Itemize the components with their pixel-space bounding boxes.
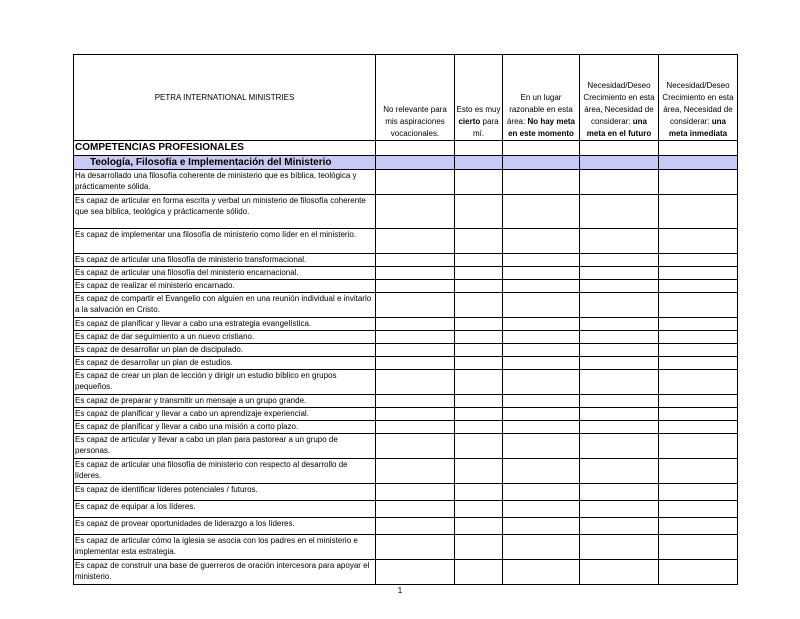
cell-very-true[interactable] [455, 535, 503, 560]
table-row [74, 331, 738, 344]
table-row [74, 434, 738, 459]
cell-no-goal[interactable] [503, 357, 580, 370]
competency-text: Es capaz de realizar el ministerio encarnado. [74, 280, 376, 293]
cell-future-goal[interactable] [580, 518, 659, 535]
cell-no-goal[interactable] [503, 170, 580, 195]
cell-not-relevant[interactable] [376, 484, 455, 501]
header-col-not-relevant: No relevante para mis aspiraciones vocacionales. [376, 55, 455, 141]
table-row [74, 344, 738, 357]
cell-very-true[interactable] [455, 331, 503, 344]
section-row [74, 141, 738, 156]
cell-very-true[interactable] [455, 408, 503, 421]
cell-no-goal[interactable] [503, 267, 580, 280]
cell-future-goal[interactable] [580, 280, 659, 293]
cell-not-relevant[interactable] [376, 344, 455, 357]
cell-immediate-goal[interactable] [659, 267, 738, 280]
cell-future-goal[interactable] [580, 331, 659, 344]
cell-immediate-goal[interactable] [659, 408, 738, 421]
cell-very-true[interactable] [455, 344, 503, 357]
cell-very-true[interactable] [455, 195, 503, 229]
cell-no-goal[interactable] [503, 331, 580, 344]
cell-future-goal[interactable] [580, 434, 659, 459]
competency-text: Es capaz de provear oportunidades de liderazgo a los líderes. [74, 518, 376, 535]
cell-very-true[interactable] [455, 254, 503, 267]
cell-immediate-goal[interactable] [659, 229, 738, 254]
cell-future-goal[interactable] [580, 267, 659, 280]
competency-text: Es capaz de crear un plan de lección y dirigir un estudio bíblico en grupos pequeños. [74, 370, 376, 395]
competency-text: Es capaz de planificar y llevar a cabo una misión a corto plazo. [74, 421, 376, 434]
cell-very-true[interactable] [455, 501, 503, 518]
cell-future-goal[interactable] [580, 254, 659, 267]
cell-not-relevant[interactable] [376, 408, 455, 421]
cell-immediate-goal[interactable] [659, 535, 738, 560]
competency-text: Es capaz de articular una filosofía de ministerio con respecto al desarrollo de líderes. [74, 459, 376, 484]
cell-no-goal[interactable] [503, 535, 580, 560]
competency-rows [74, 170, 738, 585]
competency-text: Es capaz de preparar y transmitir un mensaje a un grupo grande. [74, 395, 376, 408]
cell-immediate-goal[interactable] [659, 357, 738, 370]
cell-no-goal[interactable] [503, 484, 580, 501]
cell-immediate-goal[interactable] [659, 395, 738, 408]
table-row [74, 560, 738, 585]
cell-very-true[interactable] [455, 357, 503, 370]
table-row [74, 254, 738, 267]
table-row [74, 280, 738, 293]
cell-immediate-goal[interactable] [659, 518, 738, 535]
cell-very-true[interactable] [455, 267, 503, 280]
table-row [74, 484, 738, 501]
table-row [74, 318, 738, 331]
cell-future-goal[interactable] [580, 501, 659, 518]
cell-immediate-goal[interactable] [659, 459, 738, 484]
cell-no-goal[interactable] [503, 280, 580, 293]
competency-text: Es capaz de equipar a los líderes. [74, 501, 376, 518]
cell-immediate-goal[interactable] [659, 331, 738, 344]
cell-very-true[interactable] [455, 484, 503, 501]
cell-immediate-goal[interactable] [659, 318, 738, 331]
cell-no-goal[interactable] [503, 518, 580, 535]
cell-no-goal[interactable] [503, 434, 580, 459]
cell-no-goal[interactable] [503, 395, 580, 408]
competency-text: Es capaz de dar seguimiento a un nuevo cristiano. [74, 331, 376, 344]
competency-text: Es capaz de articular cómo la iglesia se asocia con los padres en el ministerio e implementar esta estrategia. [74, 535, 376, 560]
competency-text: Es capaz de identificar líderes potenciales / futuros. [74, 484, 376, 501]
cell-future-goal[interactable] [580, 484, 659, 501]
cell-future-goal[interactable] [580, 459, 659, 484]
cell-immediate-goal[interactable] [659, 280, 738, 293]
cell-immediate-goal[interactable] [659, 170, 738, 195]
cell-very-true[interactable] [455, 459, 503, 484]
cell-no-goal[interactable] [503, 195, 580, 229]
cell-future-goal[interactable] [580, 560, 659, 585]
table-row [74, 195, 738, 229]
org-name: PETRA INTERNATIONAL MINISTRIES [74, 55, 376, 141]
header-col-very-true: Esto es muy cierto para mí. [455, 55, 503, 141]
cell-future-goal[interactable] [580, 170, 659, 195]
cell-no-goal[interactable] [503, 370, 580, 395]
cell-very-true[interactable] [455, 434, 503, 459]
cell-no-goal[interactable] [503, 459, 580, 484]
cell-very-true[interactable] [455, 370, 503, 395]
competency-text: Es capaz de articular una filosofía del ministerio encarnacional. [74, 267, 376, 280]
cell-not-relevant[interactable] [376, 421, 455, 434]
cell-no-goal[interactable] [503, 408, 580, 421]
competency-text: Es capaz de articular una filosofía de ministerio transformacional. [74, 254, 376, 267]
cell-immediate-goal[interactable] [659, 195, 738, 229]
cell-not-relevant[interactable] [376, 254, 455, 267]
competency-text: Es capaz de desarrollar un plan de estudios. [74, 357, 376, 370]
cell-very-true[interactable] [455, 318, 503, 331]
cell-not-relevant[interactable] [376, 501, 455, 518]
header-col-future-goal: Necesidad/Deseo Crecimiento en esta área, Necesidad de considerar: una meta en el futuro [580, 55, 659, 141]
table-row [74, 421, 738, 434]
cell-immediate-goal[interactable] [659, 560, 738, 585]
cell-very-true[interactable] [455, 229, 503, 254]
cell-immediate-goal[interactable] [659, 434, 738, 459]
table-row [74, 408, 738, 421]
cell-future-goal[interactable] [580, 408, 659, 421]
cell-immediate-goal[interactable] [659, 501, 738, 518]
cell-no-goal[interactable] [503, 560, 580, 585]
header-col-no-goal: En un lugar razonable en esta área: No hay meta en este momento [503, 55, 580, 141]
cell-not-relevant[interactable] [376, 170, 455, 195]
cell-very-true[interactable] [455, 280, 503, 293]
cell-not-relevant[interactable] [376, 518, 455, 535]
header-col-immediate-goal: Necesidad/Deseo Crecimiento en esta área, Necesidad de considerar: una meta inmediata [659, 55, 738, 141]
table-row [74, 370, 738, 395]
competency-text: Es capaz de implementar una filosofía de ministerio como líder en el ministerio. [74, 229, 376, 254]
competency-text: Es capaz de compartir el Evangelio con alguien en una reunión individual e invitarlo a la salvación en Cristo. [74, 293, 376, 318]
cell-future-goal[interactable] [580, 357, 659, 370]
competency-text: Es capaz de construir una base de guerreros de oración intercesora para apoyar el ministerio. [74, 560, 376, 585]
cell-not-relevant[interactable] [376, 395, 455, 408]
cell-future-goal[interactable] [580, 195, 659, 229]
competency-text: Ha desarrollado una filosofía coherente de ministerio que es bíblica, teológica y prácticamente sólida. [74, 170, 376, 195]
cell-immediate-goal[interactable] [659, 370, 738, 395]
table-row [74, 501, 738, 518]
competency-text: Es capaz de planificar y llevar a cabo un aprendizaje experiencial. [74, 408, 376, 421]
page-number: 1 [397, 586, 403, 595]
table-row [74, 267, 738, 280]
cell-very-true[interactable] [455, 395, 503, 408]
cell-very-true[interactable] [455, 560, 503, 585]
cell-not-relevant[interactable] [376, 560, 455, 585]
table-row [74, 293, 738, 318]
cell-not-relevant[interactable] [376, 331, 455, 344]
cell-future-goal[interactable] [580, 395, 659, 408]
cell-no-goal[interactable] [503, 229, 580, 254]
cell-very-true[interactable] [455, 518, 503, 535]
cell-immediate-goal[interactable] [659, 421, 738, 434]
competency-text: Es capaz de planificar y llevar a cabo una estrategia evangelística. [74, 318, 376, 331]
cell-not-relevant[interactable] [376, 195, 455, 229]
cell-immediate-goal[interactable] [659, 254, 738, 267]
cell-very-true[interactable] [455, 421, 503, 434]
cell-immediate-goal[interactable] [659, 293, 738, 318]
cell-immediate-goal[interactable] [659, 484, 738, 501]
cell-immediate-goal[interactable] [659, 344, 738, 357]
subsection-row [74, 156, 738, 170]
cell-not-relevant[interactable] [376, 318, 455, 331]
cell-not-relevant[interactable] [376, 459, 455, 484]
table-row [74, 170, 738, 195]
cell-future-goal[interactable] [580, 318, 659, 331]
cell-not-relevant[interactable] [376, 434, 455, 459]
table-row [74, 459, 738, 484]
cell-not-relevant[interactable] [376, 293, 455, 318]
cell-future-goal[interactable] [580, 293, 659, 318]
cell-no-goal[interactable] [503, 421, 580, 434]
cell-very-true[interactable] [455, 293, 503, 318]
table-row [74, 395, 738, 408]
table-row [74, 357, 738, 370]
cell-not-relevant[interactable] [376, 267, 455, 280]
cell-not-relevant[interactable] [376, 229, 455, 254]
subsection-title: Teología, Filosofía e Implementación del Ministerio [74, 156, 376, 170]
cell-future-goal[interactable] [580, 344, 659, 357]
cell-no-goal[interactable] [503, 318, 580, 331]
cell-future-goal[interactable] [580, 370, 659, 395]
cell-not-relevant[interactable] [376, 357, 455, 370]
cell-not-relevant[interactable] [376, 535, 455, 560]
table-row [74, 518, 738, 535]
cell-no-goal[interactable] [503, 254, 580, 267]
section-title: COMPETENCIAS PROFESIONALES [74, 141, 376, 156]
competency-text: Es capaz de articular y llevar a cabo un plan para pastorear a un grupo de personas. [74, 434, 376, 459]
table-row [74, 229, 738, 254]
table-row [74, 535, 738, 560]
cell-future-goal[interactable] [580, 229, 659, 254]
competency-text: Es capaz de articular en forma escrita y verbal un ministerio de filosofía coherente que sea bíblica, teológica y prácticamente sólido. [74, 195, 376, 229]
cell-future-goal[interactable] [580, 535, 659, 560]
cell-no-goal[interactable] [503, 293, 580, 318]
cell-no-goal[interactable] [503, 344, 580, 357]
cell-not-relevant[interactable] [376, 370, 455, 395]
cell-no-goal[interactable] [503, 501, 580, 518]
cell-future-goal[interactable] [580, 421, 659, 434]
competency-text: Es capaz de desarrollar un plan de discipulado. [74, 344, 376, 357]
cell-not-relevant[interactable] [376, 280, 455, 293]
cell-very-true[interactable] [455, 170, 503, 195]
header-row [74, 55, 738, 141]
competency-table [73, 54, 738, 585]
